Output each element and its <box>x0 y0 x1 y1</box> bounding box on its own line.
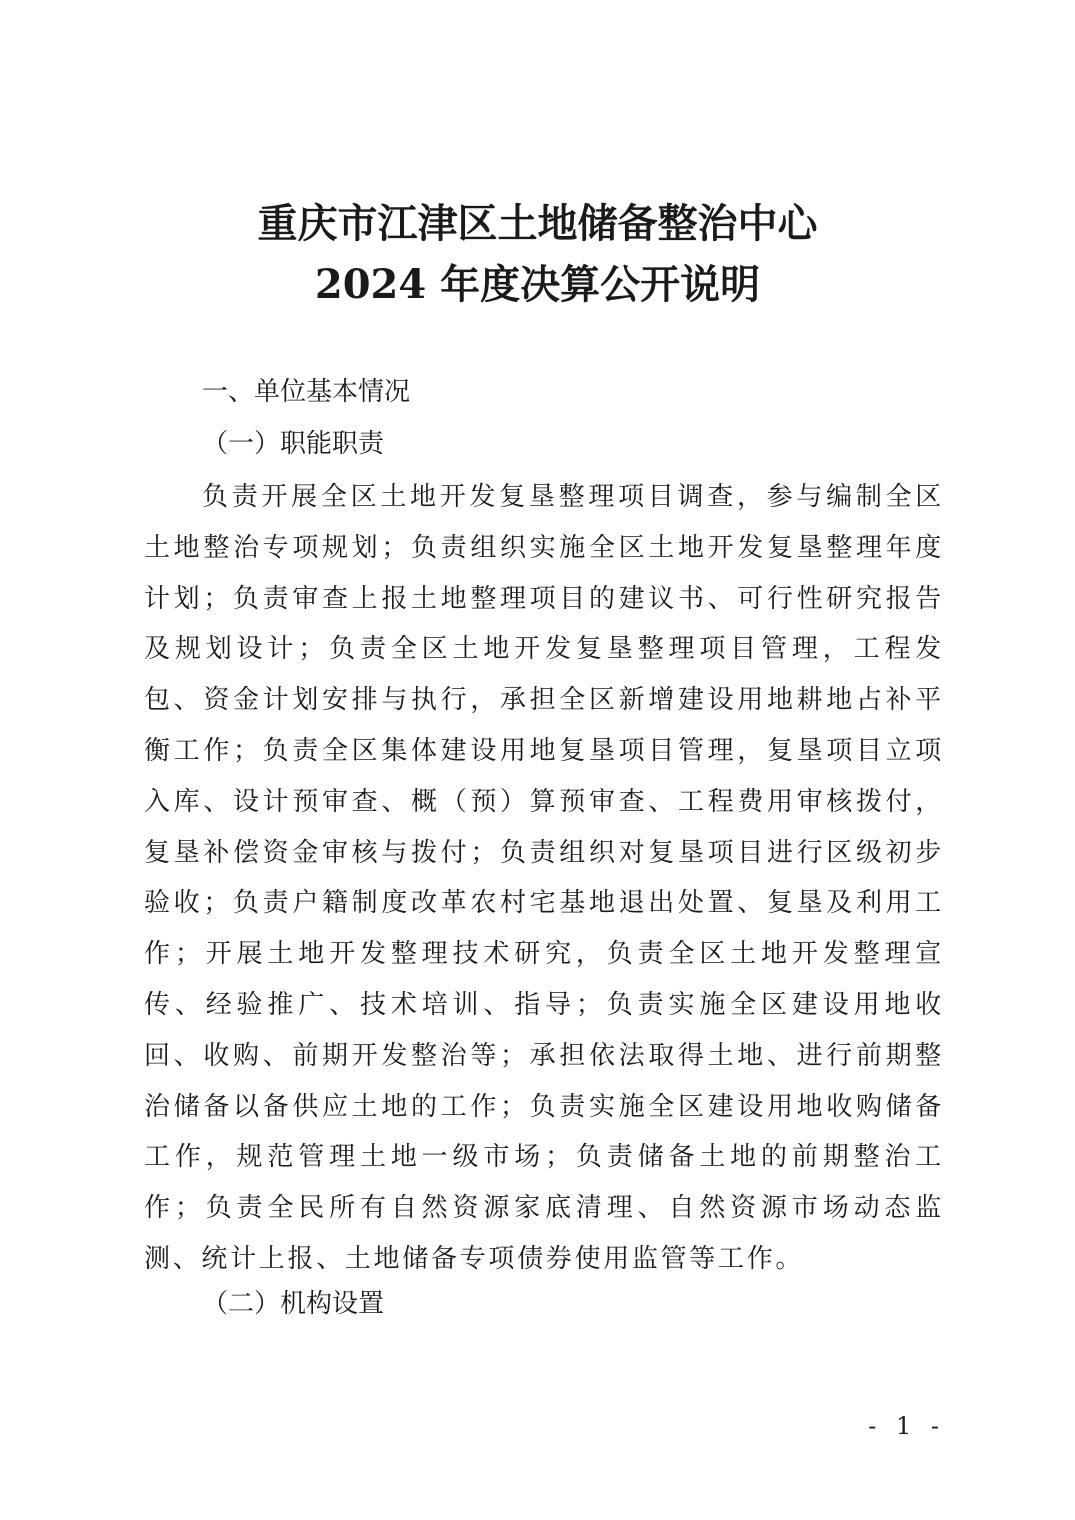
page-number: - 1 - <box>868 1412 945 1440</box>
document-title-line1: 重庆市江津区土地储备整治中心 <box>257 200 818 247</box>
section-heading-basic-info: 一、单位基本情况 <box>202 377 411 407</box>
subsection-heading-functions: （一）职能职责 <box>202 429 385 459</box>
document-title-line2: 2024 年度决算公开说明 <box>314 261 761 308</box>
functions-body-paragraph: 负责开展全区土地开发复垦整理项目调查，参与编制全区土地整治专项规划；负责组织实施全区土地开发复垦整理年度计划；负责审查上报土地整理项目的建议书、可行性研究报告及规划设计；负责全区土地开发复垦整理项目管理，工程发包、资金计划安排与执行，承担全区新增建设用地耕地占补平衡工作；负责全区集体建设用地复垦项目管理，复垦项目立项入库、设计预审查、概（预）算预审查、工程费用审核拨付，复垦补偿资金审核与拨付；负责组织对复垦项目进行区级初步验收；负责户籍制度改革农村宅基地退出处置、复垦及利用工作；开展土地开发整理技术研究，负责全区土地开发整理宣传、经验推广、技术培训、指导；负责实施全区建设用地收回、收购、前期开发整治等；承担依法取得土地、进行前期整治储备以备供应土地的工作；负责实施全区建设用地收购储备工作，规范管理土地一级市场；负责储备土地的前期整治工作；负责全民所有自然资源家底清理、自然资源市场动态监测、统计上报、土地储备专项债券使用监管等工作。 <box>144 482 944 1274</box>
subsection-heading-organization: （二）机构设置 <box>202 1289 385 1319</box>
